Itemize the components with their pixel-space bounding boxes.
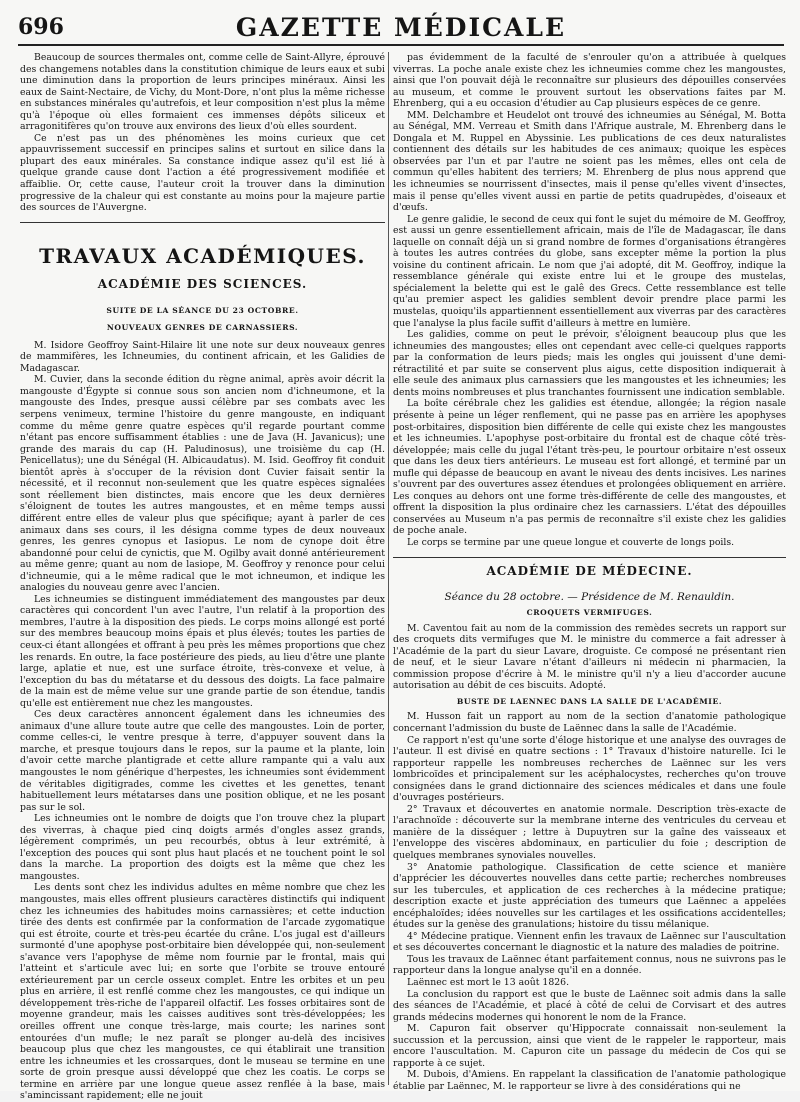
- journal-title: GAZETTE MÉDICALE: [235, 13, 567, 42]
- paragraph: Les galidies, comme on peut le prévoir, s'éloignent beaucoup plus que les ichneumies des mangoustes; elles ont cependant avec celle-ci quelques rapports par la conformation de leurs pieds; mais les ongles qui jouissent d'une demi-rétractilité et par suite se conservent plus aigus, cette disposition indiquerait à elle seule des animaux plus carnassiers que les mangoustes et les ichneumies; les dents moins nombreuses et plus tranchantes fournissent une indication semblable.: [393, 329, 786, 398]
- paragraph: Tous les travaux de Laënnec étant parfaitement connus, nous ne suivrons pas le rapporteur dans la longue analyse qu'il en a donnée.: [393, 953, 786, 977]
- article-continuation: [393, 52, 786, 549]
- laennec-section: [393, 711, 786, 1092]
- left-column: [20, 52, 385, 1102]
- section-rule: [393, 557, 786, 558]
- academy-title: ACADÉMIE DE MÉDECINE.: [486, 563, 693, 578]
- article-body: [20, 340, 385, 1102]
- paragraph: Le genre galidie, le second de ceux qui font le sujet du mémoire de M. Geoffroy, est aussi un genre essentiellement africain, mais de l'île de Madagascar, île dans laquelle on connaît déjà un si grand nombre de formes d'organisations étrangères à toutes les autres contrées du globe, sans excepter même la portion la plus voisine du continent africain. Le nom que j'ai adopté, dit M. Geoffroy, indique la ressemblance générale qui existe entre lui et le groupe des mustelas, spécialement la belette qui est le galê des Grecs. Cette ressemblance est telle qu'au premier aspect les galidies semblent devoir prendre place parmi les mustelas, quoiqu'ils appartiennent essentiellement aux viverras par des caractères que l'analyse la plus facile suffit d'ailleurs à mettre en lumière.: [393, 213, 786, 329]
- paragraph: Ce n'est pas un des phénomènes les moins curieux que cet appauvrissement successif en principes salins et surtout en silice dans la plupart des eaux minérales. Sa constance indique assez qu'il est lié à quelque grande cause dont l'action a été progressivement modifiée et affaiblie. Or, cette cause, l'auteur croit la trouver dans la diminution progressive de la chaleur qui est constante au moins pour la majeure partie des sources de l'Auvergne.: [20, 132, 385, 214]
- page-header: [18, 10, 784, 46]
- paragraph: Le corps se termine par une queue longue et couverte de longs poils.: [407, 536, 735, 548]
- paragraph: pas évidemment de la faculté de s'enrouler qu'on a attribuée à quelques viverras. La poche anale existe chez les ichneumies comme chez les mangoustes, ainsi que l'on pouvait déjà le reconnaître sur plusieurs des dépouilles conservées au museum, et comme le prouvent surtout les observations faites par M. Ehrenberg, qui a eu occasion d'étudier au Cap plusieurs espèces de ce genre.: [393, 52, 786, 110]
- paragraph: M. Cuvier, dans la seconde édition du règne animal, après avoir décrit la mangouste d'Égypte si connue sous son ancien nom d'ichneumone, et la mangouste des Indes, presque aussi célèbre par ses combats avec les serpens venimeux, termine l'histoire du genre mangouste, en indiquant comme du même genre quatre espèces qu'il regarde pourtant comme n'étant pas encore suffisamment établies : une de Java (H. Javanicus); une grande des marais du cap (H. Paludinosus), une troisième du cap (H. Penicellatus); une du Sénégal (H. Albicaudatus). M. Isid. Geoffroy fit conduit bientôt après à s'occuper de la révision dont Cuvier faisait sentir la nécessité, et il reconnut non-seulement que les quatre espèces signalées sont réellement bien distinctes, mais encore que les deux dernières s'éloignent de toutes les autres mangoustes, et en même temps aussi différent entre elles de valeur plus que spécifique; ayant à parler de ces animaux dans ses cours, il les désigna comme types de deux nouveaux genres, les genres cynopus et Iasiopus. Le nom de cynope doit être abandonné pour celui de cynictis, que M. Ogilby avait donné antérieurement au même genre; quant au nom de lasiope, M. Geoffroy y renonce pour celui d'ichneumie, qui a le même radical que le mot ichneumon, et indique les analogies du nouveau genre avec l'ancien.: [20, 374, 385, 594]
- session-label: SUITE DE LA SÉANCE DU 23 OCTOBRE.: [106, 305, 299, 315]
- croquets-section: [393, 623, 786, 692]
- paragraph: La conclusion du rapport est que le buste de Laënnec soit admis dans la salle des séances de l'Académie, et placé à côté de celui de Corvisart et des autres grands médecins modernes qui honorent le nom de la France.: [393, 988, 786, 1023]
- paragraph: 2° Travaux et découvertes en anatomie normale. Description très-exacte de l'arachnoïde : découverte sur la membrane interne des ventricules du cerveau et manière de la disséquer ; lettre à Dupuytren sur la gaîne des vaisseaux et l'enveloppe des viscères abdominaux, en particulier du foie ; description de quelques membranes synoviales nouvelles.: [393, 803, 786, 861]
- paragraph: Laënnec est mort le 13 août 1826.: [407, 977, 570, 989]
- section-heading: BUSTE DE LAENNEC DANS LA SALLE DE L'ACADÉMIE.: [456, 696, 723, 706]
- section-rule: [20, 222, 385, 223]
- paragraph: Ce rapport n'est qu'une sorte d'éloge historique et une analyse des ouvrages de l'auteur. Il est divisé en quatre sections : 1° Travaux d'histoire naturelle. Ici le rapporteur rappelle les nombreuses recherches de Laënnec sur les vers lombricoïdes et principalement sur les acéphalocystes, recherches qu'on trouve consignées dans le grand dictionnaire des sciences médicales et dans une foule d'ouvrages postérieurs.: [393, 734, 786, 804]
- academy-title: ACADÉMIE DES SCIENCES.: [97, 276, 308, 291]
- paragraph: Les ichneumies ont le nombre de doigts que l'on trouve chez la plupart des viverras, à chaque pied cinq doigts armés d'ongles assez grands, légèrement comprimés, un peu recourbés, obtus à leur extrémité, à l'exception des pouces qui sont plus haut placés et ne touchent point le sol dans la marche. La proportion des doigts est la même que chez les mangoustes.: [20, 813, 385, 882]
- column-divider: [388, 52, 389, 1085]
- paragraph: MM. Delchambre et Heudelot ont trouvé des ichneumies au Sénégal, M. Botta au Sénégal, MM. Verreau et Smith dans l'Afrique australe, M. Ehrenberg dans le Dongala et M. Ruppel en Abyssinie. Les publications de ces deux naturalistes contiennent des détails sur les habitudes de ces animaux; quoique les espèces observées par l'un et par l'autre ne soient pas les mêmes, elles ont cela de commun qu'elles habitent des terriers; M. Ehrenberg de plus nous apprend que les ichneumies se nourrissent d'insectes, mais il pense qu'elles vivent d'insectes, mais il pense qu'elles vivent aussi en partie de petits quadrupèdes, d'oiseaux et d'œufs.: [393, 109, 786, 214]
- topic-label: NOUVEAUX GENRES DE CARNASSIERS.: [106, 323, 299, 333]
- seance-line: Séance du 28 octobre. — Présidence de M. Renauldin.: [444, 590, 735, 603]
- intro-section: [20, 52, 385, 214]
- paragraph: 3° Anatomie pathologique. Classification de cette science et manière d'apprécier les découvertes nouvelles dans cette partie; recherches nombreuses sur les tubercules, et application de ces recherches à la médecine pratique; description exacte et juste appréciation des tumeurs que Laënnec a appelées encéphaloïdes; idées nouvelles sur les cartilages et les ossifications accidentelles; études sur la genèse des granulations; histoire du tissu mélanique.: [393, 861, 786, 931]
- paragraph: M. Caventou fait au nom de la commission des remèdes secrets un rapport sur des croquets dits vermifuges que M. le ministre du commerce a fait adresser à l'Académie de la part du sieur Lavare, droguiste. Ce composé ne présentant rien de neuf, et le sieur Lavare n'étant d'ailleurs ni médecin ni pharmacien, la commission propose d'écrire à M. le ministre qu'il n'y a lieu d'accorder aucune autorisation au débit de ces biscuits. Adopté.: [393, 622, 786, 692]
- paragraph: Beaucoup de sources thermales ont, comme celle de Saint-Allyre, éprouvé des changemens notables dans la constitution chimique de leurs eaux et subi une diminution dans la proportion de leurs principes minéraux. Ainsi les eaux de Saint-Nectaire, de Vichy, du Mont-Dore, n'ont plus la même richesse en substances minérales qu'autrefois, et leur composition n'est plus la même qu'à l'époque où elles formaient ces immenses dépôts siliceux et arragonitifères qu'on trouve aux environs des lieux d'où elles sourdent.: [20, 52, 385, 133]
- paragraph: M. Husson fait un rapport au nom de la section d'anatomie pathologique concernant l'admission du buste de Laënnec dans la salle de l'Académie.: [393, 711, 786, 734]
- paragraph: La boîte cérébrale chez les galidies est étendue, allongée; la région nasale présente à peine un léger renflement, qui ne passe pas en arrière les apophyses post-orbitaires, disposition bien différente de celle qui existe chez les mangoustes et les ichneumies. L'apophyse post-orbitaire du frontal est de chaque côté très-développée; mais celle du jugal l'étant très-peu, le pourtour orbitaire n'est osseux que dans les deux tiers antérieurs. Le museau est fort allongé, et terminé par un mufle qui dépasse de beaucoup en avant le niveau des dents incisives. Les narines s'ouvrent par des ouvertures assez étendues et prolongées obliquement en arrière. Les conques au dehors ont une forme très-différente de celle des mangoustes, et offrent la disposition la plus ordinaire chez les carnassiers. L'état des dépouilles conservées au Museum n'a pas permis de reconnaître s'il existe chez les galidies de poche anale.: [393, 398, 786, 537]
- paragraph: Ces deux caractères annoncent également dans les ichneumies des animaux d'une allure toute autre que celle des mangoustes. Loin de porter, comme celles-ci, le ventre presque à terre, d'appuyer souvent dans la marche, et presque toujours dans le repos, sur la paume et la plante, loin d'avoir cette marche plantigrade et cette allure rampante qui a valu aux mangoustes le nom générique d'herpestes, les ichneumies sont évidemment de véritables digitigrades, comme les civettes et les genettes, tenant habituellement leurs métatarses dans une position oblique, et ne les posant pas sur le sol.: [20, 709, 385, 813]
- page-number: 696: [18, 14, 64, 40]
- paragraph: M. Dubois, d'Amiens. En rappelant la classification de l'anatomie pathologique établie par Laënnec, M. le rapporteur se livre à des considérations qui ne: [393, 1069, 786, 1092]
- paragraph: M. Capuron fait observer qu'Hippocrate connaissait non-seulement la succussion et la percussion, ainsi que vient de le rappeler le rapporteur, mais encore l'auscultation. M. Capuron cite un passage du médecin de Cos qui se rapporte à ce sujet.: [393, 1023, 786, 1069]
- paragraph: M. Isidore Geoffroy Saint-Hilaire lit une note sur deux nouveaux genres de mammifères, les Ichneumies, du continent africain, et les Galidies de Madagascar.: [20, 339, 385, 374]
- right-column: [393, 52, 786, 1092]
- section-heading: CROQUETS VERMIFUGES.: [526, 608, 653, 618]
- paragraph: 4° Médecine pratique. Viennent enfin les travaux de Laënnec sur l'auscultation et ses découvertes concernant le diagnostic et la nature des maladies de poitrine.: [393, 930, 786, 954]
- paragraph: Les dents sont chez les individus adultes en même nombre que chez les mangoustes, mais elles offrent plusieurs caractères distinctifs qui indiquent chez les ichneumies des habitudes moins carnassières; et cette induction tirée des dents est confirmée par la conformation de l'arcade zygomatique qui est étroite, courte et très-peu écartée du crâne. L'os jugal est d'ailleurs surmonté d'une apophyse post-orbitaire bien développée qui, non-seulement s'avance vers l'apophyse de même nom fournie par le frontal, mais qui l'atteint et s'articule avec lui; en sorte que l'orbite se trouve entouré extérieurement par un cercle osseux complet. Entre les orbites et un peu plus en arrière, il est renflé comme chez les mangoustes, ce qui indique un développement très-riche de l'appareil olfactif. Les fosses orbitaires sont de moyenne grandeur, mais les caisses auditives sont très-développées; les oreilles offrent une conque très-large, mais courte; les narines sont entourées d'un mufle; le nez paraît se plonger au-delà des incisives beaucoup plus que chez les mangoustes, ce qui établirait une transition entre les ichneumies et les crossarques, dont le museau se termine en une sorte de groin presque aussi développé que chez les coatis. Le corps se termine en arrière par une longue queue assez renflée à la base, mais s'amincissant rapidement; elle ne jouit: [20, 882, 385, 1102]
- section-title: TRAVAUX ACADÉMIQUES.: [39, 243, 366, 268]
- paragraph: Les ichneumies se distinguent immédiatement des mangoustes par deux caractères qui concordent l'un avec l'autre, l'un relatif à la proportion des membres, l'autre à la disposition des pieds. Le corps moins allongé est porté sur des membres beaucoup moins épais et plus élevés; toutes les parties de ceux-ci étant allongées et offrant à peu près les mêmes proportions que chez les renards. En outre, la face postérieure des pieds, au lieu d'être une plante large, aplatie et nue, est une surface étroite, très-convexe et velue, à l'exception du bas du métatarse et du dessous des doigts. La face palmaire de la main est de même velue sur une grande partie de son étendue, tandis qu'elle est entièrement nue chez les mangoustes.: [20, 593, 385, 709]
